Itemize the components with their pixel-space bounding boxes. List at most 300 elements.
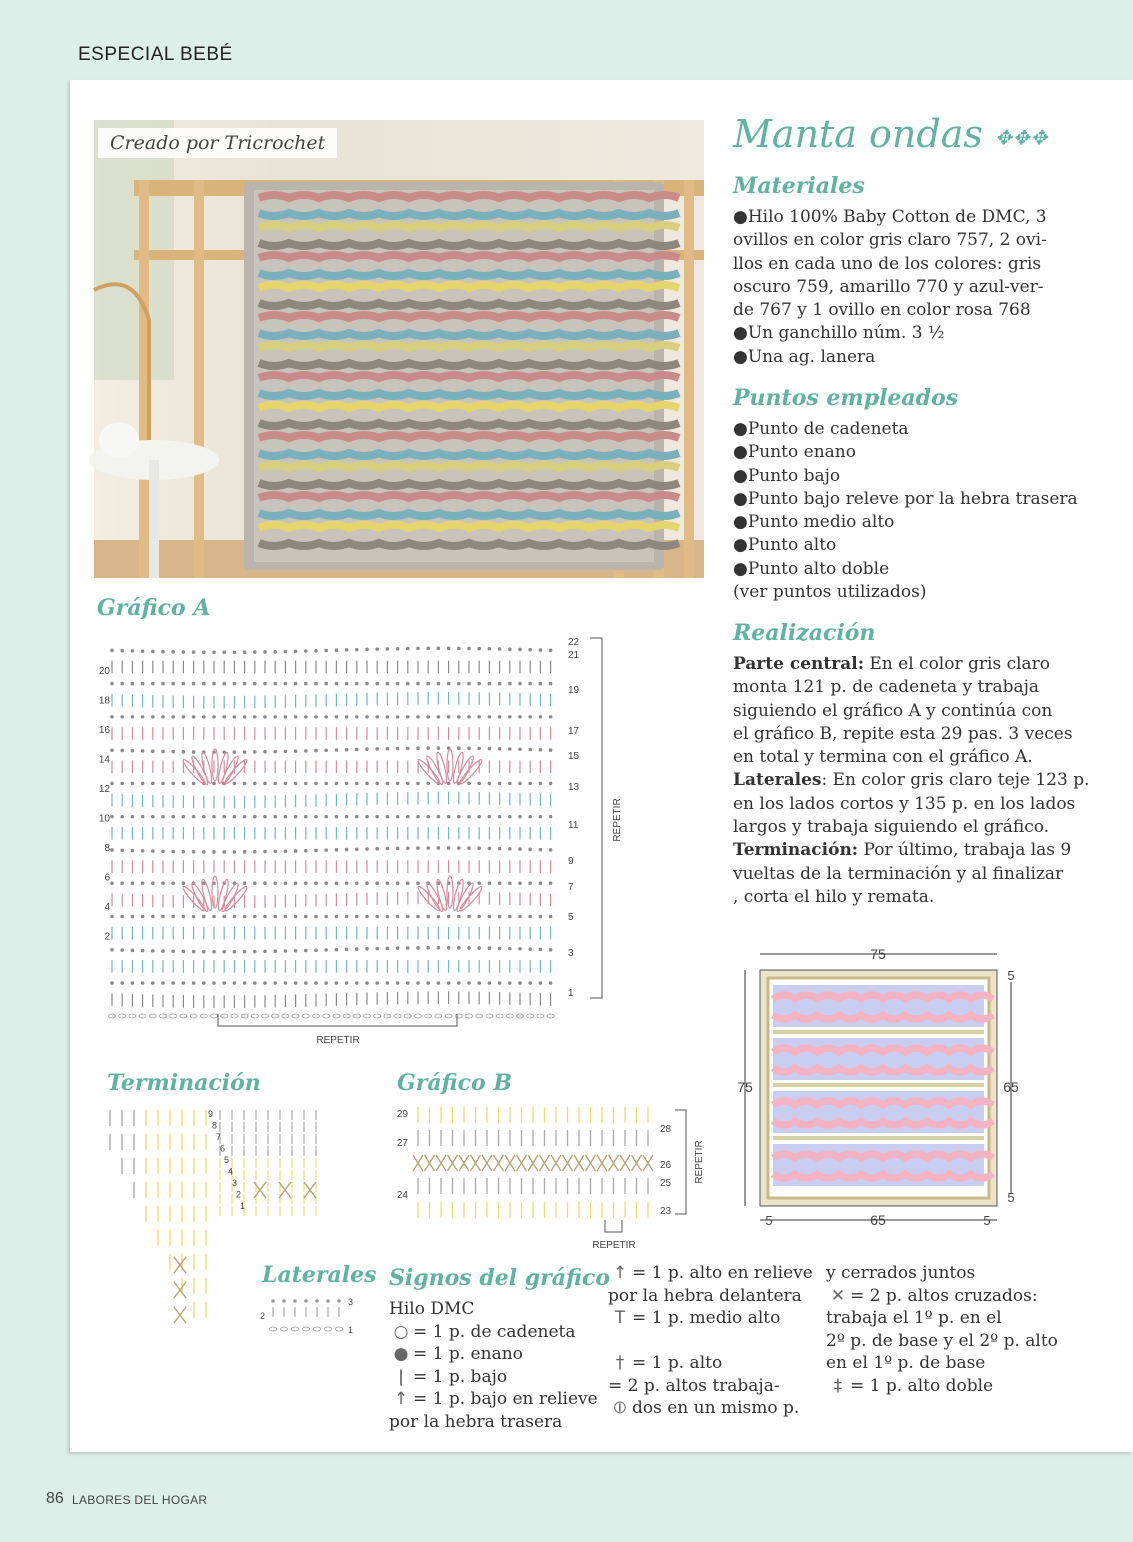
stitch-dot — [202, 915, 206, 919]
stitch-dot — [426, 915, 430, 919]
stitch-dot — [131, 981, 135, 985]
chain-stitch — [336, 1327, 343, 1331]
stitch-dot — [151, 915, 155, 919]
stitch-dot — [477, 815, 481, 819]
chain-stitch — [323, 1014, 330, 1018]
stitch-dot — [437, 647, 441, 651]
stitch-dot — [335, 948, 339, 952]
stitch-dot — [396, 847, 400, 851]
legend-item — [826, 1307, 1058, 1330]
stitch-dot — [324, 715, 328, 719]
legend-text: = 1 p. bajo en relieve — [413, 1389, 598, 1409]
stitch-dot — [518, 648, 522, 652]
stitch-dot — [549, 848, 553, 852]
stitch-dot — [365, 847, 369, 851]
stitches-list — [733, 418, 1078, 604]
stitch-dot — [426, 782, 430, 786]
stitch-dot — [110, 815, 114, 819]
stitch-dot — [294, 881, 298, 885]
stitch-dot — [426, 981, 430, 985]
stitch-dot — [406, 682, 410, 686]
stitch-dot — [518, 847, 522, 851]
crossed-stitch — [304, 1182, 316, 1198]
stitch-dot — [528, 815, 532, 819]
chain-stitch — [466, 1014, 473, 1018]
stitch-dot — [386, 747, 390, 751]
fan-motif — [212, 749, 218, 781]
materials-heading: Materiales — [733, 173, 865, 199]
stitch-dot — [416, 815, 420, 819]
blanket-stripe — [259, 375, 679, 378]
row-label: 28 — [660, 1124, 672, 1135]
crossed-stitch — [563, 1155, 573, 1171]
stitch-dot — [467, 647, 471, 651]
list-line: ●Punto alto — [733, 535, 837, 556]
stitch-dot — [110, 782, 114, 786]
row-label: 9 — [568, 856, 574, 867]
stitch-dot — [243, 950, 247, 954]
stitch-dot — [202, 981, 206, 985]
chain-stitch — [190, 1014, 197, 1018]
blanket-stripe — [259, 435, 679, 438]
stitch-dot — [151, 782, 155, 786]
stitch-dot — [120, 715, 124, 719]
stitch-dot — [528, 715, 532, 719]
stitch-dot — [212, 950, 216, 954]
crossed-stitch — [174, 1282, 186, 1298]
stitch-dot — [508, 647, 512, 651]
realization-bold: Terminación: — [733, 840, 859, 861]
stitch-dot — [396, 647, 400, 651]
row-label: 19 — [568, 685, 580, 696]
stitch-dot — [335, 682, 339, 686]
stitch-dot — [457, 915, 461, 919]
stitch-dot — [498, 747, 502, 751]
list-line: ●Punto bajo — [733, 465, 841, 486]
stitch-dot — [539, 981, 543, 985]
stitch-dot — [498, 847, 502, 851]
stitch-dot — [192, 815, 196, 819]
stitch-dot — [120, 848, 124, 852]
realization-line — [733, 863, 1090, 886]
stitch-dot — [335, 848, 339, 852]
stitch-dot — [326, 1299, 330, 1303]
wave-line — [773, 1121, 993, 1125]
stitch-dot — [335, 981, 339, 985]
legend-symbol-icon: ↑ — [393, 1389, 409, 1409]
stitch-dot — [365, 881, 369, 885]
row-label: 14 — [98, 754, 110, 766]
crossed-stitch — [436, 1155, 446, 1171]
stitch-dot — [161, 682, 165, 686]
stitch-dot — [396, 682, 400, 686]
row-label: 1 — [240, 1201, 246, 1211]
row-label: 17 — [568, 726, 580, 737]
stitch-dot — [457, 946, 461, 950]
chain-stitch — [496, 1014, 503, 1018]
chart-a-title: Gráfico A — [97, 595, 211, 621]
chain-stitch — [435, 1014, 442, 1018]
stitch-dot — [549, 748, 553, 752]
stitch-dot — [375, 915, 379, 919]
stitch-dot — [110, 649, 114, 653]
stitch-dot — [263, 850, 267, 854]
chain-stitch — [272, 1014, 279, 1018]
chain-stitch — [517, 1014, 524, 1018]
row-label: 26 — [660, 1160, 672, 1171]
realization-line — [733, 676, 1090, 699]
stitch-dot — [406, 647, 410, 651]
stitch-dot — [202, 650, 206, 654]
row-label: 1 — [348, 1325, 354, 1335]
stitch-dot — [549, 881, 553, 885]
stitch-dot — [508, 747, 512, 751]
legend-item — [826, 1375, 1058, 1398]
stitch-dot — [253, 881, 257, 885]
list-line: ovillos en color gris claro 757, 2 ovi- — [733, 230, 1047, 251]
stitch-dot — [314, 649, 318, 653]
materials-list — [733, 206, 1047, 369]
stitch-dot — [324, 649, 328, 653]
row-label: 8 — [104, 843, 110, 854]
stitch-dot — [467, 981, 471, 985]
stitch-dot — [416, 981, 420, 985]
stitch-dot — [253, 715, 257, 719]
stitch-dot — [243, 850, 247, 854]
stitch-dot — [253, 950, 257, 954]
wave-line — [773, 995, 993, 999]
stitch-dot — [314, 749, 318, 753]
realization-text — [733, 653, 1090, 909]
stitch-dot — [182, 981, 186, 985]
stitch-dot — [182, 682, 186, 686]
blanket-stripe — [259, 453, 679, 456]
blanket-stripe — [259, 255, 679, 258]
stitch-dot — [324, 815, 328, 819]
stitch-dot — [161, 881, 165, 885]
chain-stitch — [180, 1014, 187, 1018]
stitch-dot — [202, 682, 206, 686]
blanket-stripe — [259, 213, 679, 216]
stitch-dot — [375, 682, 379, 686]
stitch-dot — [518, 915, 522, 919]
row-label: 20 — [98, 666, 110, 677]
stitch-dot — [508, 682, 512, 686]
stitch-dot — [182, 950, 186, 954]
stitch-dot — [253, 915, 257, 919]
chain-stitch — [445, 1014, 452, 1018]
stitch-dot — [212, 915, 216, 919]
stitch-dot — [406, 846, 410, 850]
stitch-dot — [335, 881, 339, 885]
stitch-dot — [406, 747, 410, 751]
chain-stitch — [506, 1014, 513, 1018]
wave-line — [773, 1068, 993, 1072]
chain-stitch — [537, 1014, 544, 1018]
chain-stitch — [404, 1014, 411, 1018]
list-line: ●Punto alto doble — [733, 558, 890, 579]
stitch-dot — [426, 682, 430, 686]
stitch-dot — [273, 981, 277, 985]
stitch-dot — [141, 915, 145, 919]
row-label: 4 — [228, 1166, 234, 1177]
stitch-dot — [488, 815, 492, 819]
section-tag: ESPECIAL BEBÉ — [78, 44, 233, 65]
stitch-dot — [375, 782, 379, 786]
blanket-diagram — [735, 940, 1035, 1235]
stitch-dot — [222, 915, 226, 919]
stitch-dot — [110, 948, 114, 952]
legend-text: = 1 p. alto en relieve — [632, 1263, 813, 1283]
crossed-stitch — [620, 1155, 630, 1171]
stitch-dot — [477, 682, 481, 686]
stitch-dot — [539, 948, 543, 952]
stitch-dot — [345, 915, 349, 919]
blanket-stripe — [259, 525, 679, 528]
stitch-dot — [192, 782, 196, 786]
stitch-dot — [386, 815, 390, 819]
legend-item — [608, 1375, 813, 1398]
stitch-dot — [171, 682, 175, 686]
stitch-dot — [488, 881, 492, 885]
stitch-dot — [192, 750, 196, 754]
stitch-dot — [355, 748, 359, 752]
chain-stitch — [527, 1014, 534, 1018]
blanket-stripe — [259, 285, 679, 288]
stitch-dot — [304, 849, 308, 853]
chain-stitch — [374, 1014, 381, 1018]
chain-stitch — [292, 1327, 299, 1331]
chart-b — [390, 1100, 720, 1255]
list-line: (ver puntos utilizados) — [733, 582, 927, 603]
legend-item — [389, 1298, 598, 1321]
stitch-dot — [508, 715, 512, 719]
legend-item — [608, 1330, 813, 1353]
list-line: ●Punto medio alto — [733, 512, 895, 533]
stitch-dot — [314, 948, 318, 952]
stitch-dot — [192, 650, 196, 654]
stitch-dot — [365, 915, 369, 919]
crossed-stitch — [448, 1155, 458, 1171]
realization-span: vueltas de la terminación y al finalizar — [733, 863, 1064, 884]
stitch-dot — [233, 682, 237, 686]
stitch-dot — [253, 682, 257, 686]
stitch-dot — [131, 782, 135, 786]
stitch-dot — [202, 715, 206, 719]
stitch-dot — [467, 715, 471, 719]
stitch-dot — [273, 815, 277, 819]
legend-item — [608, 1285, 813, 1308]
stitch-dot — [141, 749, 145, 753]
stitch-dot — [131, 949, 135, 953]
stitch-dot — [416, 915, 420, 919]
stitch-dot — [120, 649, 124, 653]
stitch-dot — [110, 881, 114, 885]
stitch-dot — [549, 648, 553, 652]
realization-span: en los lados cortos y 135 p. en los lados — [733, 793, 1076, 814]
legend-symbol-icon: ✕ — [830, 1285, 846, 1306]
stitch-dot — [222, 815, 226, 819]
repeat-bracket-v — [675, 1110, 686, 1214]
stitch-dot — [477, 881, 481, 885]
stitch-dot — [294, 915, 298, 919]
stitch-dot — [304, 1299, 308, 1303]
stitch-dot — [386, 847, 390, 851]
stitch-dot — [273, 750, 277, 754]
stitch-dot — [294, 715, 298, 719]
blanket-stripe — [259, 345, 679, 348]
stitch-dot — [457, 981, 461, 985]
stitch-dot — [273, 881, 277, 885]
stitch-dot — [141, 682, 145, 686]
stitch-dot — [386, 647, 390, 651]
chain-stitch — [231, 1014, 238, 1018]
stitch-dot — [120, 915, 124, 919]
stitch-dot — [110, 848, 114, 852]
row-label: 24 — [396, 1190, 408, 1201]
stitch-dot — [447, 682, 451, 686]
stitch-dot — [518, 815, 522, 819]
stitch-dot — [396, 715, 400, 719]
stitch-dot — [202, 815, 206, 819]
stitch-dot — [294, 949, 298, 953]
stitch-dot — [294, 650, 298, 654]
stitch-dot — [386, 915, 390, 919]
stitch-dot — [141, 981, 145, 985]
stitches-heading: Puntos empleados — [733, 385, 959, 411]
stitch-dot — [324, 782, 328, 786]
wave-line — [773, 1174, 993, 1178]
stitch-dot — [212, 651, 216, 655]
stitch-dot — [518, 782, 522, 786]
stitch-dot — [375, 981, 379, 985]
stitch-dot — [161, 815, 165, 819]
list-line: oscuro 759, amarillo 770 y azul-ver- — [733, 276, 1044, 297]
blanket-stripe — [259, 225, 679, 228]
stitch-dot — [161, 750, 165, 754]
blanket-stripe — [259, 405, 679, 408]
stitch-dot — [539, 881, 543, 885]
chain-stitch — [221, 1014, 228, 1018]
legend-text: trabaja el 1º p. en el — [826, 1308, 1002, 1328]
stitch-dot — [141, 649, 145, 653]
stitch-dot — [467, 682, 471, 686]
stitch-dot — [386, 881, 390, 885]
stitch-dot — [477, 715, 481, 719]
stitch-dot — [243, 881, 247, 885]
laterales-chart — [255, 1293, 365, 1338]
stitch-dot — [498, 881, 502, 885]
stitch-dot — [314, 815, 318, 819]
stitch-dot — [406, 881, 410, 885]
stitch-dot — [539, 815, 543, 819]
page-number: 86 — [46, 1490, 64, 1507]
stitch-dot — [335, 915, 339, 919]
stitch-dot — [171, 715, 175, 719]
chain-stitch — [200, 1014, 207, 1018]
row-label: 10 — [98, 813, 110, 825]
pattern-title — [733, 112, 1048, 156]
stitch-dot — [171, 650, 175, 654]
stitch-dot — [233, 650, 237, 654]
stitch-dot — [294, 749, 298, 753]
stitch-dot — [233, 981, 237, 985]
chain-stitch — [476, 1014, 483, 1018]
stitch-dot — [182, 782, 186, 786]
stitch-dot — [141, 849, 145, 853]
legend-item — [389, 1411, 598, 1434]
stitch-dot — [131, 915, 135, 919]
chain-stitch — [241, 1014, 248, 1018]
stitch-dot — [539, 782, 543, 786]
stitch-dot — [539, 682, 543, 686]
stitch-dot — [202, 850, 206, 854]
legend-symbol-icon: ‡ — [833, 1375, 843, 1396]
row-label: 3 — [232, 1178, 238, 1188]
chart-b-title: Gráfico B — [397, 1070, 512, 1096]
stitch-dot — [528, 881, 532, 885]
chain-stitch — [149, 1014, 156, 1018]
legend-col-1 — [389, 1298, 598, 1433]
stitch-dot — [457, 715, 461, 719]
realization-line — [733, 839, 1090, 862]
dim-label: 5 — [765, 1213, 773, 1228]
stitch-dot — [345, 648, 349, 652]
stitch-dot — [416, 846, 420, 850]
stitch-dot — [396, 782, 400, 786]
legend-item — [608, 1262, 813, 1285]
chain-stitch — [270, 1327, 277, 1331]
stitch-dot — [549, 715, 553, 719]
stitch-dot — [518, 682, 522, 686]
chain-stitch — [262, 1014, 269, 1018]
chain-stitch — [292, 1014, 299, 1018]
dim-label: 5 — [1007, 968, 1015, 983]
stitch-dot — [233, 950, 237, 954]
stitch-dot — [539, 715, 543, 719]
stitch-dot — [263, 950, 267, 954]
stitch-dot — [375, 947, 379, 951]
legend-text: Hilo DMC — [389, 1299, 475, 1319]
chain-stitch — [394, 1014, 401, 1018]
legend-symbol-icon: ↑ — [612, 1263, 628, 1283]
stitch-dot — [263, 981, 267, 985]
stitch-dot — [192, 915, 196, 919]
stitch-dot — [253, 750, 257, 754]
legend-text: 2º p. de base y el 2º p. alto — [826, 1330, 1058, 1351]
stitch-dot — [426, 815, 430, 819]
realization-line — [733, 746, 1090, 769]
legend-text: en el 1º p. de base — [826, 1353, 986, 1373]
chain-stitch — [364, 1014, 371, 1018]
stitch-dot — [131, 815, 135, 819]
row-label: 7 — [568, 882, 574, 893]
stitch-dot — [151, 715, 155, 719]
repeat-label: REPETIR — [592, 1240, 636, 1251]
chain-stitch — [170, 1014, 177, 1018]
stitch-dot — [233, 850, 237, 854]
stitch-dot — [508, 847, 512, 851]
stitch-dot — [263, 782, 267, 786]
stitch-dot — [304, 815, 308, 819]
stitch-dot — [151, 949, 155, 953]
chain-stitch — [547, 1014, 554, 1018]
stitch-dot — [467, 915, 471, 919]
terminacion-title: Terminación — [107, 1070, 261, 1096]
stitch-dot — [120, 948, 124, 952]
dim-label: 5 — [1007, 1190, 1015, 1205]
stitch-dot — [151, 749, 155, 753]
